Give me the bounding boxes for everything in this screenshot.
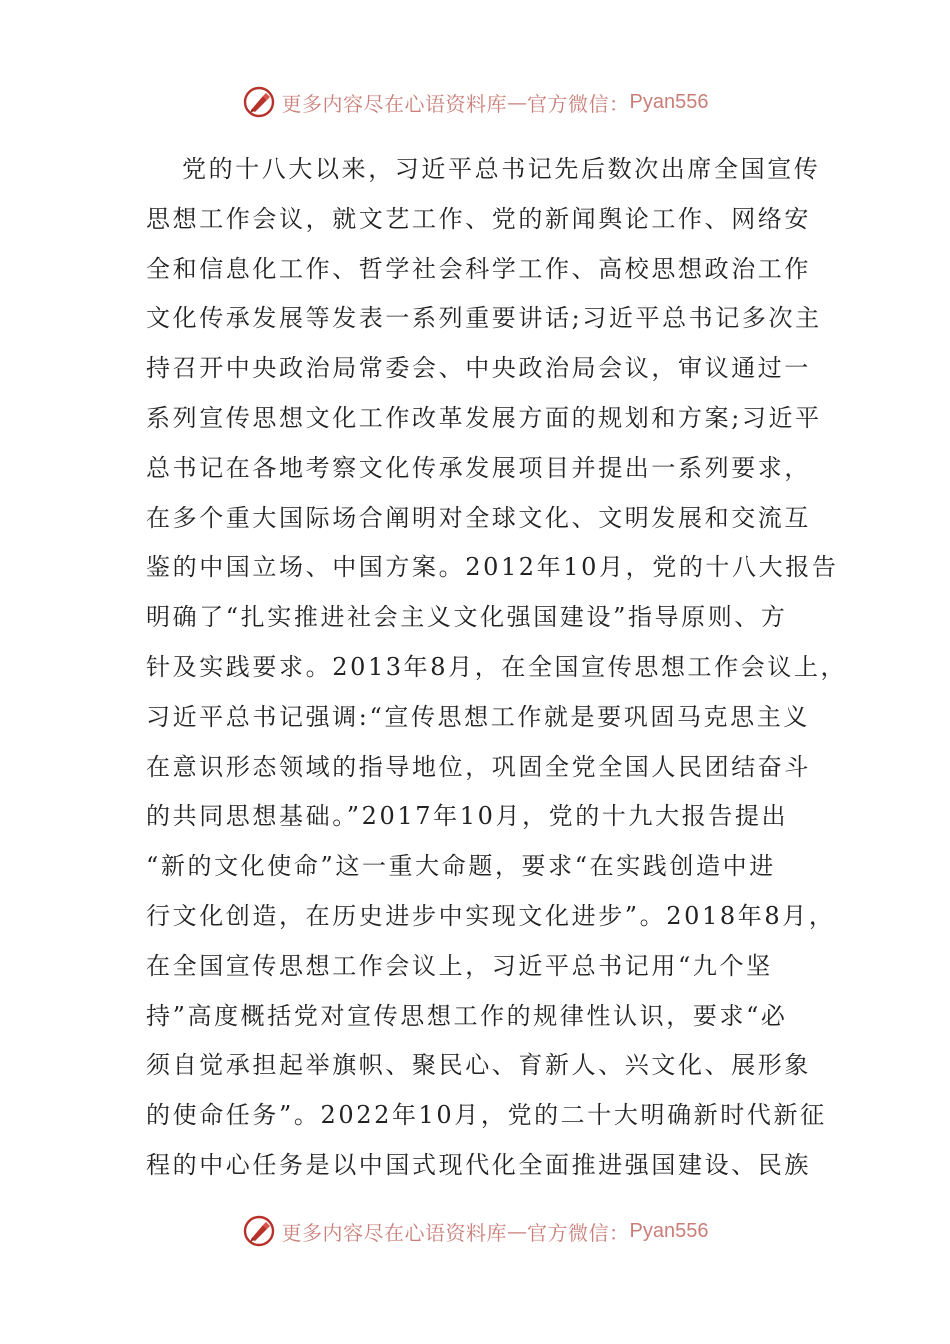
footer-watermark [0, 1211, 950, 1251]
paragraph-line: 习近平总书记强调:“宣传思想工作就是要巩固马克思主义 [146, 702, 810, 731]
paragraph-line: 针及实践要求。2013年8月，在全国宣传思想工作会议上， [146, 652, 848, 681]
header-watermark [0, 82, 950, 122]
paragraph-line: “新的文化使命”这一重大命题，要求“在实践创造中进 [146, 852, 776, 881]
paragraph-line: 鉴的中国立场、中国方案。2012年10月，党的十八大报告 [146, 553, 839, 582]
paragraph-line: 明确了“扎实推进社会主义文化强国建设”指导原则、方 [146, 603, 788, 632]
paragraph-line: 在多个重大国际场合阐明对全球文化、文明发展和交流互 [146, 503, 811, 532]
pen-nib-seal-icon [242, 1214, 276, 1248]
paragraph-line: 在全国宣传思想工作会议上，习近平总书记用“九个坚 [146, 951, 773, 980]
watermark-wechat-id: Pyan556 [629, 1219, 709, 1242]
watermark-text: 更多内容尽在心语资料库 [281, 1220, 508, 1245]
paragraph-line: 程的中心任务是以中国式现代化全面推进强国建设、民族 [146, 1150, 811, 1179]
paragraph-line: 党的十八大以来，习近平总书记先后数次出席全国宣传 [182, 155, 821, 183]
paragraph-line: 持召开中央政治局常委会、中央政治局会议，审议通过一 [146, 354, 811, 383]
paragraph-line: 思想工作会议，就文艺工作、党的新闻舆论工作、网络安 [146, 204, 811, 233]
watermark-wechat-id: Pyan556 [629, 90, 709, 113]
paragraph-line: 行文化创造，在历史进步中实现文化进步”。2018年8月， [146, 901, 836, 930]
paragraph-line: 的使命任务”。2022年10月，党的二十大明确新时代新征 [146, 1101, 827, 1130]
watermark-wechat-label: 官方微信： [527, 1220, 630, 1245]
paragraph-line: 系列宣传思想文化工作改革发展方面的规划和方案;习近平 [146, 403, 822, 432]
watermark-wechat-label: 官方微信： [527, 91, 630, 116]
pen-nib-seal-icon [242, 85, 276, 119]
paragraph-line: 须自觉承担起举旗帜、聚民心、育新人、兴文化、展形象 [146, 1051, 811, 1080]
watermark-dash: — [507, 1219, 528, 1243]
paragraph-line: 持”高度概括党对宣传思想工作的规律性认识，要求“必 [146, 1001, 788, 1030]
paragraph-line: 总书记在各地考察文化传承发展项目并提出一系列要求， [146, 453, 811, 482]
paragraph-line: 的共同思想基础。”2017年10月，党的十九大报告提出 [146, 802, 789, 831]
paragraph-line: 全和信息化工作、哲学社会科学工作、高校思想政治工作 [146, 254, 811, 283]
watermark-text: 更多内容尽在心语资料库 [281, 91, 508, 116]
document-body [146, 145, 848, 1191]
paragraph-line: 文化传承发展等发表一系列重要讲话;习近平总书记多次主 [146, 304, 822, 333]
watermark-dash: — [507, 90, 528, 114]
paragraph-line: 在意识形态领域的指导地位，巩固全党全国人民团结奋斗 [146, 752, 811, 781]
